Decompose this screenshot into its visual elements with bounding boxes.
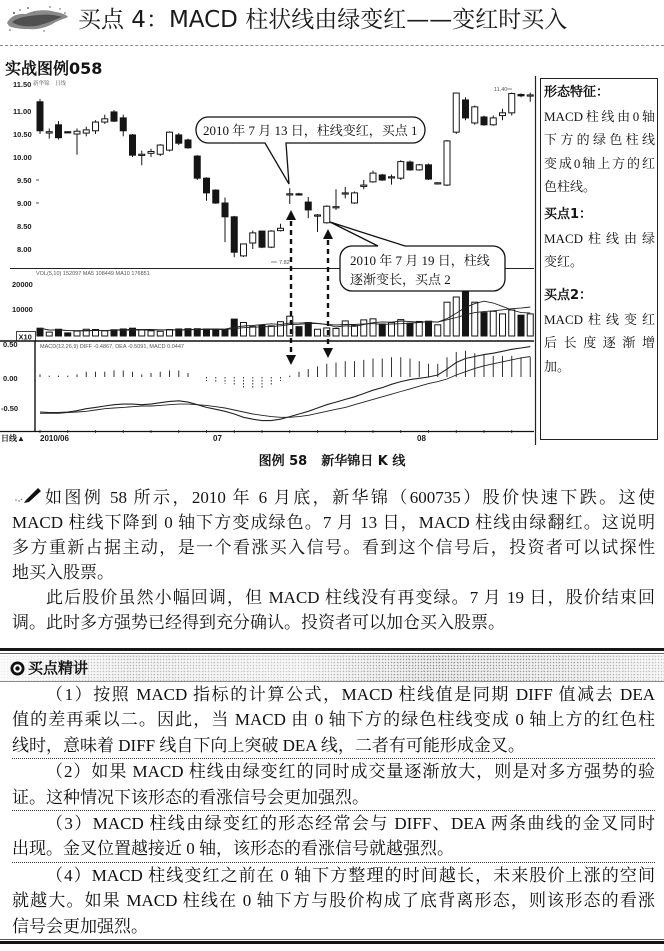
candlestick xyxy=(185,139,191,149)
panel-line: MACD柱线由0轴 xyxy=(544,108,655,124)
candlestick xyxy=(65,131,71,133)
candle-body xyxy=(102,119,108,122)
price-tick-label: 8.00 xyxy=(17,245,32,254)
candle-body xyxy=(278,228,284,230)
price-tick-label: 10.00 xyxy=(13,153,32,162)
candlestick xyxy=(463,97,469,120)
callout-buy-point-1 xyxy=(196,117,425,184)
volume-bar xyxy=(167,330,173,337)
candle-body xyxy=(65,132,71,133)
volume-bar xyxy=(139,330,145,336)
candlestick xyxy=(527,93,533,102)
volume-bar xyxy=(333,328,339,336)
candlestick xyxy=(509,93,515,116)
candlestick xyxy=(342,187,348,199)
figure-caption xyxy=(0,452,664,472)
x-tick-label: 2010/06 xyxy=(40,434,69,443)
candlestick xyxy=(333,189,339,210)
callout-text: 2010 年 7 月 13 日，柱线变红，买点 1 xyxy=(203,123,418,138)
stock-name-label: 新华锦 xyxy=(33,81,50,87)
candle-body xyxy=(370,173,376,182)
volume-bar xyxy=(398,320,404,336)
candlestick xyxy=(111,110,117,122)
candle-body xyxy=(315,215,321,216)
candle-body xyxy=(241,244,247,256)
macd-tick-label: 0.00 xyxy=(3,374,18,383)
panel-line: 变成0轴上方的红 xyxy=(544,155,655,171)
panel-line: 变红。 xyxy=(544,254,584,269)
candlestick xyxy=(472,105,478,124)
candle-body xyxy=(379,175,385,180)
candle-body xyxy=(56,125,62,138)
candlestick xyxy=(305,197,311,218)
candlestick xyxy=(167,131,173,151)
candlestick xyxy=(259,231,265,248)
candle-body xyxy=(194,156,200,178)
candle-body xyxy=(389,177,395,178)
candle-body xyxy=(37,102,43,131)
candlestick xyxy=(56,121,62,139)
candlestick xyxy=(518,94,524,98)
candlestick xyxy=(139,151,145,166)
candle-body xyxy=(527,95,533,96)
macd-diff-dea-lines xyxy=(40,347,530,421)
candlestick xyxy=(370,171,376,183)
candle-body xyxy=(213,190,219,203)
candle-body xyxy=(231,217,237,252)
bottom-rule xyxy=(0,941,664,944)
candle-body xyxy=(296,194,302,195)
volume-bar xyxy=(518,315,524,336)
volume-bar xyxy=(74,331,80,336)
price-tick-label: 11.00 xyxy=(13,107,32,116)
bottom-rule-thin xyxy=(0,939,664,940)
panel-line: 下方的绿色柱线 xyxy=(544,132,655,147)
text-line: （4）MACD 柱线变红之前在 0 轴下方整理的时间越长，未来股价上涨的空间 xyxy=(46,865,655,885)
candle-body xyxy=(120,118,126,131)
candle-body xyxy=(481,117,487,125)
period-label: 日线 xyxy=(55,81,67,87)
volume-bar xyxy=(416,321,422,336)
volume-bar xyxy=(204,329,210,336)
x-tick-label: 07 xyxy=(213,434,222,443)
figure-number: 图例 58 xyxy=(258,454,308,469)
volume-bar xyxy=(213,330,219,337)
list-item xyxy=(12,759,655,811)
figure-label: 实战图例058 xyxy=(5,59,103,78)
candle-body xyxy=(324,206,330,223)
callout-text: 2010 年 7 月 19 日，柱线 xyxy=(350,253,490,268)
volume-bar xyxy=(342,321,348,336)
volume-bar xyxy=(37,328,43,336)
candlestick xyxy=(157,144,163,156)
candlestick xyxy=(379,174,385,181)
stock-chart xyxy=(0,0,540,446)
volume-unit-label: X10 xyxy=(18,332,32,342)
candlestick xyxy=(120,115,126,137)
candle-body xyxy=(185,140,191,148)
candle-body xyxy=(74,131,80,134)
volume-bar xyxy=(46,332,52,336)
page-title: 买点 4：MACD 柱状线由绿变红——变红时买入 xyxy=(78,7,568,33)
volume-bar xyxy=(222,330,228,336)
section-heading: 买点1： xyxy=(544,207,593,222)
macd-tick-label: -0.50 xyxy=(1,404,19,413)
circled-marker-icon xyxy=(10,661,25,676)
candle-body xyxy=(453,93,459,132)
list-item xyxy=(12,682,655,759)
text-line: 线时，意味着 DIFF 线自下向上突破 DEA 线，二者有可能形成金叉。 xyxy=(12,735,525,755)
candle-body xyxy=(139,154,145,155)
price-tick-label: 9.00 xyxy=(17,199,32,208)
buy-point-1-section xyxy=(544,203,655,274)
candlestick xyxy=(490,116,496,126)
candle-body xyxy=(305,202,311,210)
text-line: （1）按照 MACD 指标的计算公式，MACD 柱线值是同期 DIFF 值减去 DEA xyxy=(46,685,655,704)
candlestick xyxy=(426,163,432,180)
section-top-rule-thin xyxy=(0,653,664,654)
candlestick xyxy=(481,116,487,126)
candlestick xyxy=(231,216,237,257)
candlestick xyxy=(407,161,413,171)
candlestick xyxy=(315,214,321,232)
candlestick xyxy=(250,231,256,249)
candle-body xyxy=(259,231,265,247)
arrow-up-icon xyxy=(323,229,333,239)
section-header-band xyxy=(0,655,664,682)
text-line: 就越大。如果 MACD 柱线在 0 轴下方与股价构成了底背离形态，则该形态的看涨 xyxy=(12,891,655,911)
candle-body xyxy=(342,193,348,194)
volume-bar xyxy=(509,310,515,336)
candlestick xyxy=(130,134,136,157)
candlestick xyxy=(83,127,89,137)
text-line: 调。此时多方强势已经得到充分确认。投资者可以加仓买入股票。 xyxy=(12,613,505,632)
volume-bar xyxy=(407,323,413,336)
section-title: 买点精讲 xyxy=(28,659,89,677)
x-tick-label: 08 xyxy=(417,434,426,443)
volume-bar xyxy=(379,324,385,336)
volume-bar xyxy=(305,322,311,336)
candlestick xyxy=(46,128,52,138)
text-line: 如图例 58 所示，2010 年 6 月底，新华锦（600735）股价快速下跌。这使 xyxy=(45,488,655,507)
candle-body xyxy=(416,165,422,170)
text-line: 出现。金叉位置越接近 0 轴，该形态的看涨信号就越强烈。 xyxy=(12,839,454,859)
volume-bar xyxy=(361,320,367,336)
candle-body xyxy=(398,162,404,179)
volume-legend: VOL(5,10) 152097 MA5 108449 MA10 176851 xyxy=(36,271,150,277)
text-line: 信号会更加强烈。 xyxy=(12,916,148,936)
panel-line: 加。 xyxy=(544,358,571,374)
candlestick xyxy=(398,160,404,180)
volume-bar xyxy=(315,329,321,336)
candle-body xyxy=(130,135,136,155)
text-line: 证。这种情况下该形态的看涨信号会更加强烈。 xyxy=(12,787,369,807)
candle-body xyxy=(444,141,450,185)
candle-body xyxy=(352,193,358,203)
candle-body xyxy=(472,107,478,123)
price-tick-label: 8.50 xyxy=(17,222,32,231)
callout-buy-point-2 xyxy=(330,222,505,291)
candle-body xyxy=(176,135,182,143)
candlestick xyxy=(278,224,284,232)
volume-bar xyxy=(527,314,533,336)
section-top-rule xyxy=(0,648,664,651)
macd-histogram xyxy=(40,351,530,388)
text-line: 多方重新占据主动，是一个看涨买入信号。看到这个信号后，投资者可以试探性 xyxy=(12,538,655,557)
candlestick xyxy=(416,164,422,171)
candlestick xyxy=(74,128,80,154)
candle-body xyxy=(204,178,210,193)
volume-bar xyxy=(426,321,432,336)
candlestick xyxy=(296,193,302,196)
volume-bar xyxy=(148,331,154,336)
candlestick xyxy=(361,180,367,189)
candlestick xyxy=(389,174,395,184)
pattern-features-section xyxy=(544,81,655,199)
buy-point-2-section xyxy=(544,284,655,378)
candlestick xyxy=(102,115,108,124)
candlestick xyxy=(194,155,200,180)
text-line: 此后股价虽然小幅回调，但 MACD 柱线没有再变绿。7 月 19 日，股价结束回 xyxy=(46,588,655,607)
candle-body xyxy=(361,185,367,186)
candlestick xyxy=(435,182,441,184)
candlestick xyxy=(444,140,450,186)
candle-body xyxy=(46,132,52,133)
volume-bar xyxy=(65,333,71,336)
candlestick xyxy=(204,177,210,200)
candle-body xyxy=(93,122,99,131)
candle-body xyxy=(222,203,228,217)
callout-text: 逐渐变长，买点 2 xyxy=(350,272,451,287)
candlestick xyxy=(37,99,43,134)
volume-bar xyxy=(241,322,247,336)
volume-tick-label: 10000 xyxy=(12,305,33,314)
diff-line xyxy=(40,347,530,421)
candlestick xyxy=(500,109,506,121)
section-heading: 买点2： xyxy=(544,288,593,303)
candlestick xyxy=(287,188,293,204)
list-item xyxy=(12,811,655,863)
candlestick xyxy=(176,133,182,145)
candlestick xyxy=(352,192,358,204)
price-tick-label: 11.50 xyxy=(13,80,32,89)
pattern-summary-panel xyxy=(540,78,658,440)
candle-body xyxy=(463,100,469,118)
candle-body xyxy=(333,207,339,208)
macd-legend: MACD(12,26,9) DIFF -0.4867, DEA -0.5091, MACD 0.0447 xyxy=(40,344,184,350)
volume-bar xyxy=(250,327,256,336)
candlestick xyxy=(324,205,330,223)
candle-body xyxy=(111,112,117,121)
macd-tick-label: 0.50 xyxy=(3,340,18,349)
paragraph xyxy=(12,585,655,635)
arrow-up-icon xyxy=(286,210,296,220)
text-line: （3）MACD 柱线由绿变红的形态经常会与 DIFF、DEA 两条曲线的金叉同时 xyxy=(46,813,655,833)
min-price-label: 7.82 xyxy=(279,260,290,266)
volume-bar xyxy=(268,326,274,336)
candlestick xyxy=(453,93,459,134)
text-line: 地买入股票。 xyxy=(12,563,114,582)
candle-body xyxy=(500,113,506,116)
candle-body xyxy=(435,183,441,184)
max-price-label: 11.40 xyxy=(494,87,508,93)
candle-body xyxy=(407,162,413,170)
panel-line: MACD柱线由绿 xyxy=(544,230,655,246)
candle-body xyxy=(157,145,163,154)
candlestick xyxy=(213,189,219,204)
panel-line: 后长度逐渐增 xyxy=(544,335,655,350)
candle-body xyxy=(268,231,274,247)
candlestick xyxy=(222,197,228,242)
candle-body xyxy=(167,132,173,150)
volume-tick-label: 20000 xyxy=(12,280,33,289)
dea-line xyxy=(40,357,530,418)
candle-body xyxy=(250,233,256,243)
volume-bar xyxy=(435,325,441,336)
text-line: 值的差再乘以二。因此，当 MACD 由 0 轴下方的绿色柱线变成 0 轴上方的红色柱 xyxy=(12,710,655,730)
volume-bar xyxy=(490,311,496,336)
paragraph xyxy=(12,485,655,585)
panel-line: 色柱线。 xyxy=(544,179,597,194)
volume-bar xyxy=(370,319,376,336)
candlestick xyxy=(241,243,247,256)
x-axis-period-label: 日线▲ xyxy=(1,434,25,443)
text-line: （2）如果 MACD 柱线由绿变红的同时成交量逐渐放大，则是对多方强势的验 xyxy=(46,762,655,782)
list-item xyxy=(12,863,655,939)
volume-bar xyxy=(157,331,163,336)
text-line: MACD 柱线下降到 0 轴下方变成绿色。7 月 13 日，MACD 柱线由绿翻红。这说明 xyxy=(12,513,655,532)
analysis-text xyxy=(12,485,655,635)
candlestick xyxy=(268,230,274,248)
candle-body xyxy=(83,130,89,133)
price-tick-label: 10.50 xyxy=(13,130,32,139)
candle-body xyxy=(287,194,293,195)
volume-bar xyxy=(481,313,487,336)
volume-bar xyxy=(472,302,478,336)
volume-bar xyxy=(102,331,108,336)
volume-bar xyxy=(500,314,506,336)
volume-bars xyxy=(37,292,533,336)
candle-body xyxy=(518,94,524,95)
candlestick xyxy=(148,149,154,157)
panel-line: MACD柱线变红 xyxy=(544,311,655,327)
candle-body xyxy=(148,151,154,153)
volume-bar xyxy=(352,326,358,336)
candlestick xyxy=(93,120,99,134)
arrow-down-icon xyxy=(286,355,296,365)
volume-bar xyxy=(296,327,302,336)
arrow-down-icon xyxy=(323,348,333,358)
figure-title: 新华锦日 K 线 xyxy=(321,454,406,469)
key-points-list xyxy=(12,682,655,939)
candle-body xyxy=(490,118,496,125)
section-heading: 形态特征： xyxy=(544,85,610,100)
price-tick-label: 9.50 xyxy=(17,176,32,185)
buy-point-2-arrow xyxy=(323,229,333,358)
candle-body xyxy=(509,94,515,113)
candle-body xyxy=(426,165,432,179)
